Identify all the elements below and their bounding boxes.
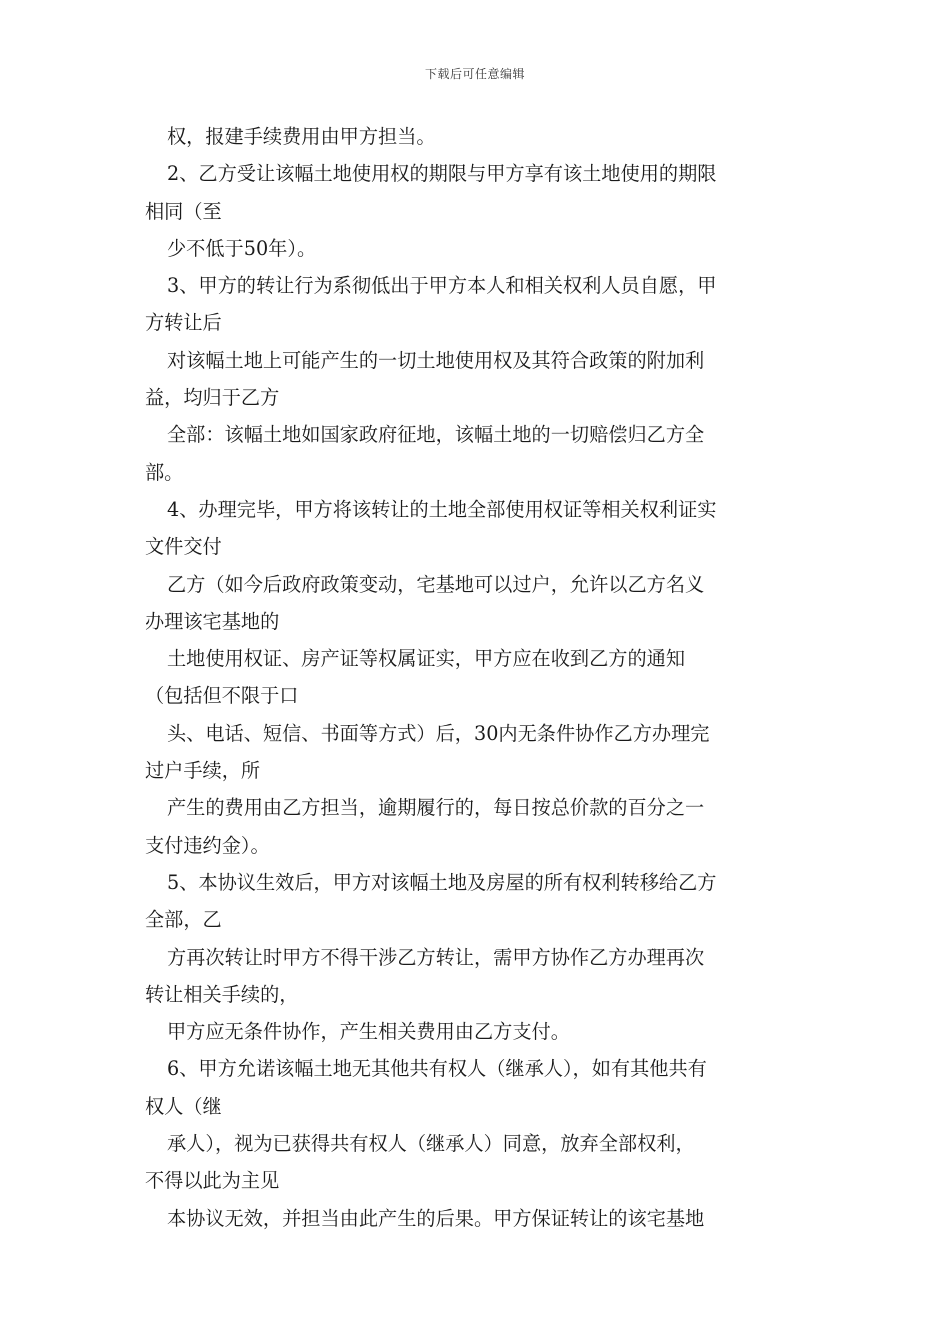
text-line: 承人），视为已获得共有权人（继承人）同意，放弃全部权利， bbox=[167, 1132, 695, 1156]
text-line: 相同（至 bbox=[145, 199, 222, 223]
text-line: 益，均归于乙方 bbox=[145, 386, 280, 410]
text-line: 过户手续，所 bbox=[145, 759, 261, 783]
text-line: 权，报建手续费用由甲方担当。 bbox=[167, 125, 436, 148]
text-line: 方再次转让时甲方不得干涉乙方转让，需甲方协作乙方办理再次 bbox=[167, 945, 705, 969]
text-line: 土地使用权证、房产证等权属证实，甲方应在收到乙方的通知 bbox=[167, 647, 686, 671]
page-header: 下载后可任意编辑 bbox=[424, 67, 525, 81]
document-body bbox=[145, 118, 810, 1237]
text-line: 转让相关手续的， bbox=[145, 982, 299, 1006]
text-line: 乙方（如今后政府政策变动，宅基地可以过户，允许以乙方名义 bbox=[167, 572, 705, 596]
text-line: 全部：该幅土地如国家政府征地，该幅土地的一切赔偿归乙方全 bbox=[167, 423, 705, 447]
text-line: 方转让后 bbox=[145, 311, 222, 335]
text-line: 5、本协议生效后，甲方对该幅土地及房屋的所有权利转移给乙方 bbox=[167, 870, 717, 894]
text-line: 3、甲方的转让行为系彻低出于甲方本人和相关权利人员自愿，甲 bbox=[167, 274, 717, 298]
text-line: 本协议无效，并担当由此产生的后果。甲方保证转让的该宅基地 bbox=[167, 1206, 705, 1230]
text-line: 少不低于50年）。 bbox=[167, 236, 317, 260]
text-line: （包括但不限于口 bbox=[145, 684, 299, 708]
text-line: 4、办理完毕，甲方将该转让的土地全部使用权证等相关权利证实 bbox=[167, 497, 717, 521]
text-line: 不得以此为主见 bbox=[145, 1169, 280, 1193]
text-line: 支付违约金）。 bbox=[145, 833, 270, 857]
text-line: 全部，乙 bbox=[145, 908, 222, 932]
text-line: 文件交付 bbox=[145, 535, 222, 559]
text-line: 部。 bbox=[145, 460, 184, 484]
text-line: 头、电话、短信、书面等方式）后，30内无条件协作乙方办理完 bbox=[167, 721, 710, 745]
text-line: 办理该宅基地的 bbox=[145, 609, 280, 633]
text-line: 对该幅土地上可能产生的一切土地使用权及其符合政策的附加利 bbox=[167, 348, 705, 372]
text-line: 产生的费用由乙方担当，逾期履行的，每日按总价款的百分之一 bbox=[167, 796, 705, 820]
text-line: 6、甲方允诺该幅土地无其他共有权人（继承人），如有其他共有 bbox=[167, 1057, 707, 1081]
text-line: 权人（继 bbox=[145, 1094, 222, 1118]
text-line: 甲方应无条件协作，产生相关费用由乙方支付。 bbox=[167, 1020, 570, 1044]
text-line: 2、乙方受让该幅土地使用权的期限与甲方享有该土地使用的期限 bbox=[167, 162, 717, 186]
